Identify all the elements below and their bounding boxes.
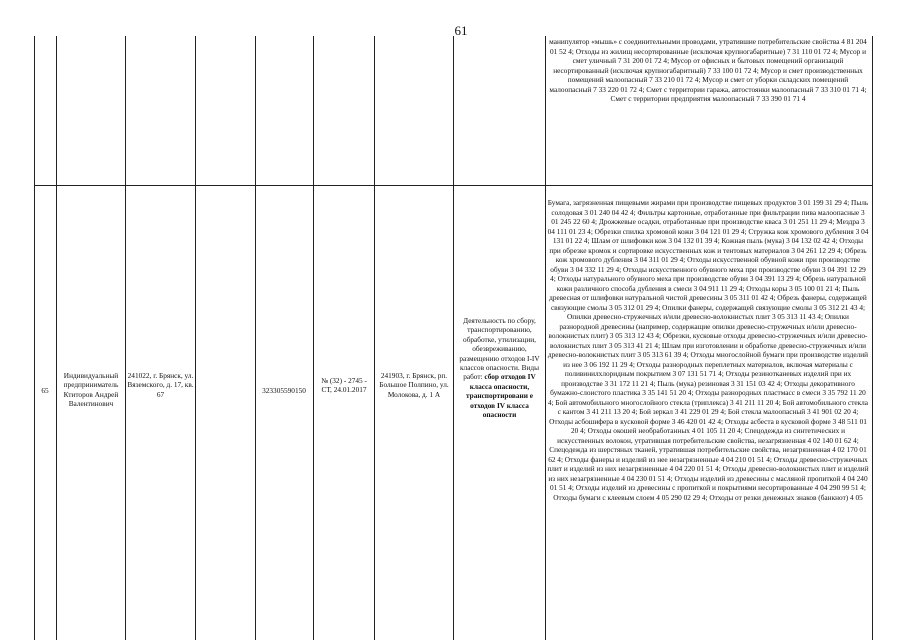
column-divider: [255, 36, 256, 640]
column-divider: [125, 36, 126, 640]
activity-text: Деятельность по сбору, транспортированию, обработке, утилизации, обезвреживанию, размещению отходов I-IV классов опасности. Виды работ:: [459, 316, 540, 382]
column-divider: [195, 36, 196, 640]
license-holder: Индивидуальный предприниматель Ктиторов Андрей Валентинович: [63, 371, 119, 409]
inn: 323305590150: [262, 386, 306, 395]
waste-list: Бумага, загрязненная пищевыми жирами при производстве пищевых продуктов 3 01 199 31 29 4; Пыль солодовая 3 01 240 04 42 4; Фильтры картонные, отработанные при фильтрации пива малоопасные 3 01 245 22 60 4; Дрожжевые осадки, отработанные при производстве кваса 3 01 251 11 29 4; Мездра 3 04 111 01 23 4; Обрезки спилка хромовой кожи 3 04 121 01 29 4; Стружка кож хромового дубления 3 04 131 01 22 4; Шлам от шлифовки кож 3 04 132 01 39 4; Кожная пыль (мука) 3 04 132 02 42 4; Отходы при обрезке кромок и сортировке искусственных кож и тентовых материалов 3 04 261 12 29 4; Обрезь кож хромового дубления 3 04 311 01 29 4; Отходы искусственной обувной кожи при производстве обуви 3 04 332 11 29 4; Отходы искусственного обувного меха при производстве обуви 3 04 391 12 29 4; Отходы натурального обувного меха при производстве обуви 3 04 391 13 29 4; Обрезь натуральной кожи различного способа дубления в смеси 3 04 911 11 29 4; Отходы коры 3 05 100 01 21 4; Пыль древесная от шлифовки натуральной чистой древесины 3 05 311 01 42 4; Обрезь фанеры, содержащей связующие смолы 3 05 312 01 29 4; Опилки фанеры, содержащей связующие смолы 3 05 312 21 43 4; Опилки древесно-стружечных и/или древесно-волокнистых плит 3 05 313 11 43 4; Опилки разнородной древесины (например, содержащие опилки древесно-стружечных и/или древесно-волокнистых плит) 3 05 313 12 43 4; Обрезки, кусковые отходы древесно-стружечных и/или древесно-волокнистых плит 3 05 313 41 21 4; Шлам при изготовлении и обработке древесно-стружечных и/или древесно-волокнистых плит 3 05 313 61 39 4; Отходы многослойной бумаги при производстве изделий из нее 3 06 192 11 29 4; Отходы разнородных переплетных материалов, включая материалы с поливинилхлоридным покрытием 3 07 131 51 71 4; Отходы резинотканевых изделий при их производстве 3 31 172 11 21 4; Пыль (мука) резиновая 3 31 151 03 42 4; Отходы декоративного бумажно-слоистого пластика 3 35 141 51 20 4; Отходы разнородных пластмасс в смеси 3 35 792 11 20 4; Бой автомобильного многослойного стекла (триплекса) 3 41 211 11 20 4; Бой автомобильного стекла с кантом 3 41 211 13 20 4; Бой зеркал 3 41 229 01 29 4; Бой стекла малоопасный 3 41 901 02 20 4; Отходы асбошифера в кусковой форме 3 46 420 01 42 4; Отходы асбеста в кусковой форме 3 48 511 01 20 4; Отходы окошей необработанных 4 01 105 11 20 4; Спецодежда из синтетических и искусственных волокон, утратившая потребительские свойства, незагрязненная 4 02 140 01 62 4; Спецодежда из шерстяных тканей, утратившая потребительские свойства, незагрязненная 4 02 170 01 62 4; Отходы фанеры и изделий из нее незагрязненные 4 04 210 01 51 4; Отходы древесно-стружечных плит и изделий из них незагрязненные 4 04 220 01 51 4; Отходы древесно-волокнистых плит и изделий из них незагрязненные 4 04 230 01 51 4; Отходы изделий из древесины с масляной пропиткой 4 04 240 01 51 4; Отходы изделий из древесины с пропиткой и покрытиями несортированные 4 04 290 99 51 4; Отходы бумаги с клеевым слоем 4 05 290 02 29 4; Отходы от резки денежных знаков (банкнот) 4 05: [547, 198, 869, 502]
row-divider: [34, 185, 872, 186]
legal-address: 241022, г. Брянск, ул. Вяземского, д. 17, кв. 67: [127, 371, 194, 399]
continued-waste-list: манипулятор «мышь» с соединительными проводами, утратившие потребительские свойства 4 81 204 01 52 4; Отходы из жилищ несортированные (исключая крупногабаритные) 7 31 110 01 72 4; Мусор и смет уличный 7 31 200 01 72 4; Мусор от офисных и бытовых помещений организаций несортированный (исключая крупногабаритный) 7 33 100 01 72 4; Мусор и смет производственных помещений малоопасный 7 33 210 01 72 4; Мусор и смет от уборки складских помещений малоопасный 7 33 220 01 72 4; Смет с территории гаража, автостоянки малоопасный 7 33 310 01 71 4; Смет с территории предприятия малоопасный 7 33 390 01 71 4: [549, 37, 867, 103]
license-number: № (32) - 2745 - СТ, 24.01.2017: [321, 376, 367, 395]
row-number: 65: [41, 386, 49, 395]
activity-work-types: сбор отходов IV класса опасности, транспортировани е отходов IV класса опасности: [465, 372, 536, 420]
column-divider: [313, 36, 314, 640]
activity-address: 241903, г. Брянск, рп. Большое Полпино, ул. Молокова, д. 1 А: [379, 371, 449, 399]
column-divider: [374, 36, 375, 640]
column-divider: [453, 36, 454, 640]
column-divider: [545, 36, 546, 640]
page-number: 61: [454, 23, 468, 38]
activity-description: [455, 316, 544, 419]
column-divider: [56, 36, 57, 640]
